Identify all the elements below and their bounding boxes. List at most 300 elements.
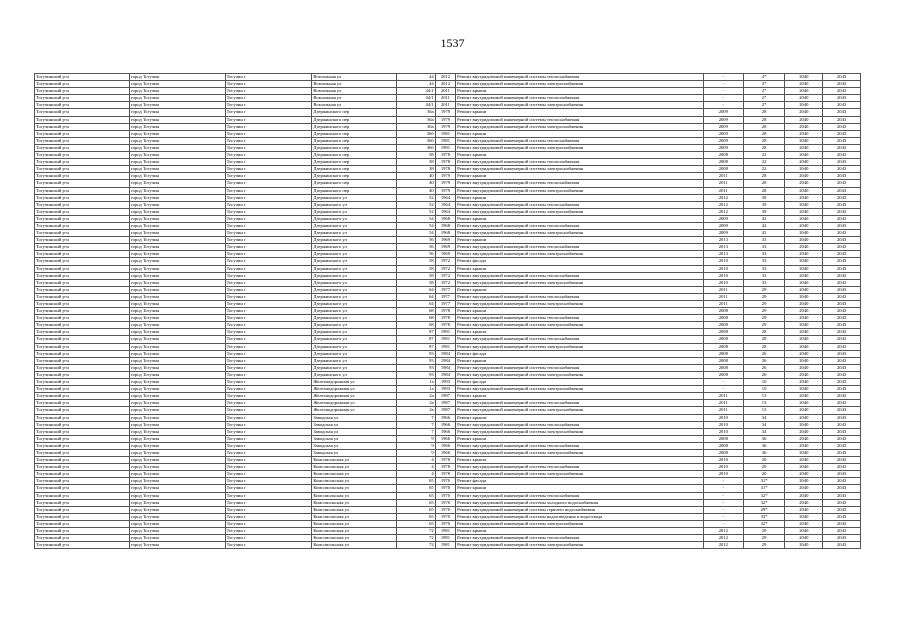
cell-year-from: 2040 <box>785 308 823 315</box>
cell-district: Тогучинский р-н <box>35 215 130 222</box>
cell-value-a: 2008 <box>703 442 743 449</box>
cell-year-from: 2040 <box>785 244 823 251</box>
cell-year-from: 2040 <box>785 81 823 88</box>
cell-work: Ремонт крыши <box>456 393 704 400</box>
cell-locality: Тогучин г <box>225 428 312 435</box>
cell-year: 1966 <box>435 449 455 456</box>
cell-work: Ремонт внутридомовой инженерной системы горячего водоснабжения <box>456 506 704 513</box>
table-row <box>35 215 861 222</box>
cell-street: Дзержинского пер <box>312 116 397 123</box>
cell-work: Ремонт крыши <box>456 194 704 201</box>
cell-locality: Тогучин г <box>225 542 312 549</box>
cell-district: Тогучинский р-н <box>35 95 130 102</box>
cell-locality: Тогучин г <box>225 471 312 478</box>
cell-year-to: 2043 <box>823 293 861 300</box>
cell-year-to: 2043 <box>823 449 861 456</box>
cell-year-from: 2040 <box>785 116 823 123</box>
table-row <box>35 201 861 208</box>
cell-district: Тогучинский р-н <box>35 329 130 336</box>
cell-work: Ремонт внутридомовой инженерной системы электроснабжения <box>456 208 704 215</box>
table-row <box>35 116 861 123</box>
table-row <box>35 449 861 456</box>
cell-street: Комсомольская ул <box>312 457 397 464</box>
cell-street: Комсомольская ул <box>312 542 397 549</box>
cell-year-from: 2040 <box>785 421 823 428</box>
cell-value-a: - <box>703 379 743 386</box>
cell-value-a: 2008 <box>703 350 743 357</box>
cell-year: 1970 <box>435 506 455 513</box>
cell-district: Тогучинский р-н <box>35 173 130 180</box>
cell-district: Тогучинский р-н <box>35 428 130 435</box>
cell-year-from: 2040 <box>785 393 823 400</box>
table-row <box>35 194 861 201</box>
cell-city: город Тогучин <box>129 208 225 215</box>
table-row <box>35 421 861 428</box>
cell-year-from: 2040 <box>785 74 823 81</box>
cell-year-from: 2040 <box>785 152 823 159</box>
cell-value-a: 2008 <box>703 371 743 378</box>
cell-value-b: 3* <box>743 81 785 88</box>
cell-value-a: 2008 <box>703 159 743 166</box>
cell-year-to: 2043 <box>823 499 861 506</box>
cell-district: Тогучинский р-н <box>35 322 130 329</box>
cell-house: 58 <box>396 258 435 265</box>
cell-year-from: 2040 <box>785 159 823 166</box>
cell-work: Ремонт крыши <box>456 357 704 364</box>
cell-house: 58 <box>396 265 435 272</box>
cell-district: Тогучинский р-н <box>35 449 130 456</box>
cell-locality: Тогучин г <box>225 336 312 343</box>
cell-street: Комсомольская ул <box>312 485 397 492</box>
cell-year: 1984 <box>435 350 455 357</box>
cell-year: 1981 <box>435 137 455 144</box>
cell-year-from: 2040 <box>785 279 823 286</box>
cell-street: Железнодорожная ул <box>312 400 397 407</box>
cell-year-to: 2043 <box>823 478 861 485</box>
cell-year-from: 2040 <box>785 230 823 237</box>
cell-year-from: 2040 <box>785 293 823 300</box>
cell-street: Дзержинского ул <box>312 329 397 336</box>
cell-district: Тогучинский р-н <box>35 293 130 300</box>
cell-year: 1968 <box>435 215 455 222</box>
cell-district: Тогучинский р-н <box>35 130 130 137</box>
cell-district: Тогучинский р-н <box>35 187 130 194</box>
cell-year-from: 2040 <box>785 215 823 222</box>
cell-city: город Тогучин <box>129 74 225 81</box>
table-row <box>35 301 861 308</box>
cell-city: город Тогучин <box>129 506 225 513</box>
cell-city: город Тогучин <box>129 407 225 414</box>
cell-year: 1970 <box>435 499 455 506</box>
cell-year: 1970 <box>435 513 455 520</box>
table-row <box>35 329 861 336</box>
cell-value-a: 2009 <box>703 222 743 229</box>
cell-value-b: 33 <box>743 237 785 244</box>
table-row <box>35 137 861 144</box>
cell-city: город Тогучин <box>129 301 225 308</box>
cell-street: Дзержинского пер <box>312 159 397 166</box>
cell-district: Тогучинский р-н <box>35 407 130 414</box>
cell-year-to: 2043 <box>823 258 861 265</box>
cell-year-to: 2043 <box>823 301 861 308</box>
table-row <box>35 187 861 194</box>
cell-locality: Тогучин г <box>225 95 312 102</box>
table-row <box>35 471 861 478</box>
cell-value-a: 2011 <box>703 407 743 414</box>
cell-value-b: 26 <box>743 371 785 378</box>
cell-house: 87 <box>396 343 435 350</box>
cell-locality: Тогучин г <box>225 379 312 386</box>
cell-street: Дзержинского пер <box>312 130 397 137</box>
cell-work: Ремонт фасада <box>456 379 704 386</box>
cell-year: 1972 <box>435 258 455 265</box>
cell-year: 1981 <box>435 130 455 137</box>
cell-street: Дзержинского ул <box>312 315 397 322</box>
cell-value-b: 28 <box>743 343 785 350</box>
cell-year-to: 2043 <box>823 187 861 194</box>
cell-city: город Тогучин <box>129 435 225 442</box>
cell-city: город Тогучин <box>129 201 225 208</box>
cell-year-from: 2040 <box>785 329 823 336</box>
cell-value-a: 2008 <box>703 152 743 159</box>
cell-year-from: 2040 <box>785 364 823 371</box>
cell-year-to: 2043 <box>823 407 861 414</box>
table-row <box>35 513 861 520</box>
cell-street: Дзержинского ул <box>312 308 397 315</box>
cell-value-b: 29 <box>743 301 785 308</box>
table-row <box>35 265 861 272</box>
cell-value-a: 2008 <box>703 435 743 442</box>
cell-house: 65 <box>396 506 435 513</box>
cell-district: Тогучинский р-н <box>35 308 130 315</box>
table-row <box>35 535 861 542</box>
cell-house: 44 <box>396 74 435 81</box>
cell-value-b: 28 <box>743 173 785 180</box>
cell-district: Тогучинский р-н <box>35 343 130 350</box>
table-row <box>35 371 861 378</box>
cell-city: город Тогучин <box>129 492 225 499</box>
cell-value-a: - <box>703 81 743 88</box>
table-row <box>35 74 861 81</box>
cell-locality: Тогучин г <box>225 102 312 109</box>
cell-city: город Тогучин <box>129 414 225 421</box>
cell-value-a: 2011 <box>703 187 743 194</box>
cell-work: Ремонт крыши <box>456 457 704 464</box>
cell-street: Дзержинского пер <box>312 152 397 159</box>
cell-street: Дзержинского ул <box>312 286 397 293</box>
cell-value-a: 2010 <box>703 414 743 421</box>
cell-year: 1977 <box>435 286 455 293</box>
cell-value-a: 2012 <box>703 201 743 208</box>
cell-year-to: 2043 <box>823 471 861 478</box>
cell-street: Дзержинского ул <box>312 230 397 237</box>
cell-city: город Тогучин <box>129 102 225 109</box>
cell-street: Комсомольская ул <box>312 528 397 535</box>
cell-house: 65 <box>396 485 435 492</box>
cell-value-b: 28 <box>743 336 785 343</box>
cell-locality: Тогучин г <box>225 386 312 393</box>
cell-value-b: 32* <box>743 492 785 499</box>
cell-locality: Тогучин г <box>225 201 312 208</box>
cell-locality: Тогучин г <box>225 315 312 322</box>
cell-city: город Тогучин <box>129 336 225 343</box>
cell-district: Тогучинский р-н <box>35 222 130 229</box>
cell-year-to: 2043 <box>823 329 861 336</box>
cell-street: Дзержинского пер <box>312 109 397 116</box>
cell-value-a: 2009 <box>703 230 743 237</box>
table-row <box>35 102 861 109</box>
cell-value-b: 28 <box>743 144 785 151</box>
cell-year-to: 2043 <box>823 428 861 435</box>
cell-locality: Тогучин г <box>225 230 312 237</box>
cell-value-b: 39 <box>743 201 785 208</box>
cell-year-from: 2040 <box>785 208 823 215</box>
table-row <box>35 457 861 464</box>
cell-year-from: 2040 <box>785 457 823 464</box>
cell-year-to: 2043 <box>823 528 861 535</box>
cell-house: 40 <box>396 187 435 194</box>
cell-house: 87 <box>396 329 435 336</box>
table-row <box>35 414 861 421</box>
cell-city: город Тогучин <box>129 230 225 237</box>
cell-street: Дзержинского ул <box>312 222 397 229</box>
cell-work: Ремонт внутридомовой инженерной системы электроснабжения <box>456 471 704 478</box>
cell-value-a: 2011 <box>703 393 743 400</box>
cell-year: 2011 <box>435 95 455 102</box>
cell-work: Ремонт внутридомовой инженерной системы теплоснабжения <box>456 116 704 123</box>
cell-locality: Тогучин г <box>225 293 312 300</box>
cell-locality: Тогучин г <box>225 279 312 286</box>
cell-street: Вокзальная ул <box>312 102 397 109</box>
cell-value-b: 28 <box>743 116 785 123</box>
cell-value-a: 2012 <box>703 208 743 215</box>
cell-house: 36а <box>396 116 435 123</box>
cell-street: Дзержинского ул <box>312 237 397 244</box>
cell-work: Ремонт внутридомовой инженерной системы электроснабжения <box>456 81 704 88</box>
cell-year-to: 2043 <box>823 265 861 272</box>
cell-year-from: 2040 <box>785 251 823 258</box>
cell-value-a: 2010 <box>703 428 743 435</box>
cell-year-to: 2043 <box>823 513 861 520</box>
table-row <box>35 528 861 535</box>
cell-work: Ремонт крыши <box>456 308 704 315</box>
cell-work: Ремонт внутридомовой инженерной системы теплоснабжения <box>456 222 704 229</box>
cell-street: Дзержинского ул <box>312 244 397 251</box>
cell-year-from: 2040 <box>785 222 823 229</box>
cell-district: Тогучинский р-н <box>35 244 130 251</box>
cell-year: 2012 <box>435 74 455 81</box>
cell-street: Заводская ул <box>312 428 397 435</box>
cell-city: город Тогучин <box>129 442 225 449</box>
cell-value-a: 2010 <box>703 457 743 464</box>
table-row <box>35 506 861 513</box>
cell-work: Ремонт внутридомовой инженерной системы водоотведения и водоотвода <box>456 513 704 520</box>
cell-value-b: 20 <box>743 471 785 478</box>
cell-value-a: 2010 <box>703 272 743 279</box>
cell-locality: Тогучин г <box>225 116 312 123</box>
cell-year-to: 2043 <box>823 506 861 513</box>
cell-value-b: 2* <box>743 102 785 109</box>
cell-street: Комсомольская ул <box>312 535 397 542</box>
cell-value-b: 22 <box>743 159 785 166</box>
cell-year: 1972 <box>435 265 455 272</box>
table-row <box>35 393 861 400</box>
cell-house: 40 <box>396 180 435 187</box>
cell-year-to: 2043 <box>823 442 861 449</box>
cell-year-from: 2040 <box>785 286 823 293</box>
cell-house: 65 <box>396 499 435 506</box>
cell-city: город Тогучин <box>129 237 225 244</box>
cell-city: город Тогучин <box>129 421 225 428</box>
cell-locality: Тогучин г <box>225 258 312 265</box>
cell-locality: Тогучин г <box>225 194 312 201</box>
table-row <box>35 81 861 88</box>
cell-city: город Тогучин <box>129 286 225 293</box>
cell-city: город Тогучин <box>129 166 225 173</box>
cell-year-to: 2043 <box>823 244 861 251</box>
cell-value-a: 2010 <box>703 265 743 272</box>
cell-year-from: 2040 <box>785 201 823 208</box>
cell-locality: Тогучин г <box>225 144 312 151</box>
table-row <box>35 222 861 229</box>
cell-year-to: 2043 <box>823 364 861 371</box>
cell-year-from: 2040 <box>785 180 823 187</box>
cell-street: Дзержинского ул <box>312 371 397 378</box>
table-row <box>35 293 861 300</box>
cell-street: Вокзальная ул <box>312 95 397 102</box>
cell-value-b: 36 <box>743 449 785 456</box>
cell-value-a: - <box>703 506 743 513</box>
cell-year-to: 2043 <box>823 272 861 279</box>
cell-year: 1979 <box>435 123 455 130</box>
cell-work: Ремонт внутридомовой инженерной системы электроснабжения <box>456 251 704 258</box>
cell-district: Тогучинский р-н <box>35 350 130 357</box>
cell-year-from: 2040 <box>785 435 823 442</box>
table-row <box>35 95 861 102</box>
cell-year: 1977 <box>435 293 455 300</box>
cell-value-a: 2008 <box>703 308 743 315</box>
cell-year: 1966 <box>435 428 455 435</box>
cell-value-a: 2008 <box>703 449 743 456</box>
table-row <box>35 159 861 166</box>
cell-street: Комсомольская ул <box>312 492 397 499</box>
cell-year-from: 2040 <box>785 109 823 116</box>
table-row <box>35 173 861 180</box>
cell-year-to: 2043 <box>823 116 861 123</box>
cell-year: 2011 <box>435 102 455 109</box>
cell-value-b: 28 <box>743 180 785 187</box>
cell-year-from: 2040 <box>785 386 823 393</box>
cell-year-from: 2040 <box>785 442 823 449</box>
table-row <box>35 208 861 215</box>
cell-year-to: 2043 <box>823 371 861 378</box>
table-row <box>35 435 861 442</box>
cell-city: город Тогучин <box>129 159 225 166</box>
cell-value-b: 26 <box>743 364 785 371</box>
cell-work: Ремонт внутридомовой инженерной системы теплоснабжения <box>456 95 704 102</box>
cell-district: Тогучинский р-н <box>35 152 130 159</box>
cell-locality: Тогучин г <box>225 457 312 464</box>
cell-district: Тогучинский р-н <box>35 528 130 535</box>
table-row <box>35 123 861 130</box>
cell-street: Дзержинского ул <box>312 258 397 265</box>
cell-locality: Тогучин г <box>225 506 312 513</box>
cell-work: Ремонт крыши <box>456 414 704 421</box>
cell-year: 1966 <box>435 435 455 442</box>
table-row <box>35 520 861 527</box>
cell-city: город Тогучин <box>129 222 225 229</box>
cell-house: 38 <box>396 152 435 159</box>
cell-city: город Тогучин <box>129 513 225 520</box>
cell-year-from: 2040 <box>785 272 823 279</box>
cell-year: 1981 <box>435 542 455 549</box>
cell-district: Тогучинский р-н <box>35 159 130 166</box>
cell-work: Ремонт крыши <box>456 329 704 336</box>
cell-work: Ремонт внутридомовой инженерной системы электроснабжения <box>456 166 704 173</box>
cell-district: Тогучинский р-н <box>35 336 130 343</box>
cell-work: Ремонт внутридомовой инженерной системы электроснабжения <box>456 322 704 329</box>
cell-year: 1987 <box>435 400 455 407</box>
cell-year-to: 2043 <box>823 159 861 166</box>
cell-year-to: 2043 <box>823 464 861 471</box>
cell-district: Тогучинский р-н <box>35 506 130 513</box>
cell-district: Тогучинский р-н <box>35 442 130 449</box>
cell-year-to: 2043 <box>823 201 861 208</box>
cell-year: 1978 <box>435 166 455 173</box>
cell-city: город Тогучин <box>129 144 225 151</box>
cell-street: Комсомольская ул <box>312 513 397 520</box>
cell-locality: Тогучин г <box>225 123 312 130</box>
cell-district: Тогучинский р-н <box>35 485 130 492</box>
cell-value-b: 29 <box>743 286 785 293</box>
cell-house: 7 <box>396 414 435 421</box>
cell-street: Вокзальная ул <box>312 88 397 95</box>
cell-work: Ремонт крыши <box>456 237 704 244</box>
cell-street: Дзержинского ул <box>312 350 397 357</box>
cell-district: Тогучинский р-н <box>35 478 130 485</box>
cell-year-to: 2043 <box>823 485 861 492</box>
table-row <box>35 308 861 315</box>
table-row <box>35 279 861 286</box>
cell-district: Тогучинский р-н <box>35 265 130 272</box>
cell-value-b: 33 <box>743 272 785 279</box>
cell-work: Ремонт внутридомовой инженерной системы электроснабжения <box>456 144 704 151</box>
cell-city: город Тогучин <box>129 393 225 400</box>
cell-work: Ремонт внутридомовой инженерной системы электроснабжения <box>456 279 704 286</box>
cell-street: Дзержинского ул <box>312 301 397 308</box>
cell-street: Заводская ул <box>312 421 397 428</box>
cell-house: 2а <box>396 407 435 414</box>
cell-year-from: 2040 <box>785 336 823 343</box>
cell-district: Тогучинский р-н <box>35 166 130 173</box>
cell-locality: Тогучин г <box>225 251 312 258</box>
table-row <box>35 542 861 549</box>
cell-value-b: 4* <box>743 74 785 81</box>
cell-city: город Тогучин <box>129 520 225 527</box>
cell-work: Ремонт крыши <box>456 435 704 442</box>
cell-work: Ремонт крыши <box>456 485 704 492</box>
cell-district: Тогучинский р-н <box>35 109 130 116</box>
cell-city: город Тогучин <box>129 244 225 251</box>
cell-locality: Тогучин г <box>225 81 312 88</box>
cell-city: город Тогучин <box>129 152 225 159</box>
cell-locality: Тогучин г <box>225 535 312 542</box>
cell-value-b: 34 <box>743 414 785 421</box>
cell-value-a: - <box>703 499 743 506</box>
cell-year: 1969 <box>435 244 455 251</box>
cell-value-a: 2009 <box>703 137 743 144</box>
cell-work: Ремонт внутридомовой инженерной системы электроснабжения <box>456 520 704 527</box>
